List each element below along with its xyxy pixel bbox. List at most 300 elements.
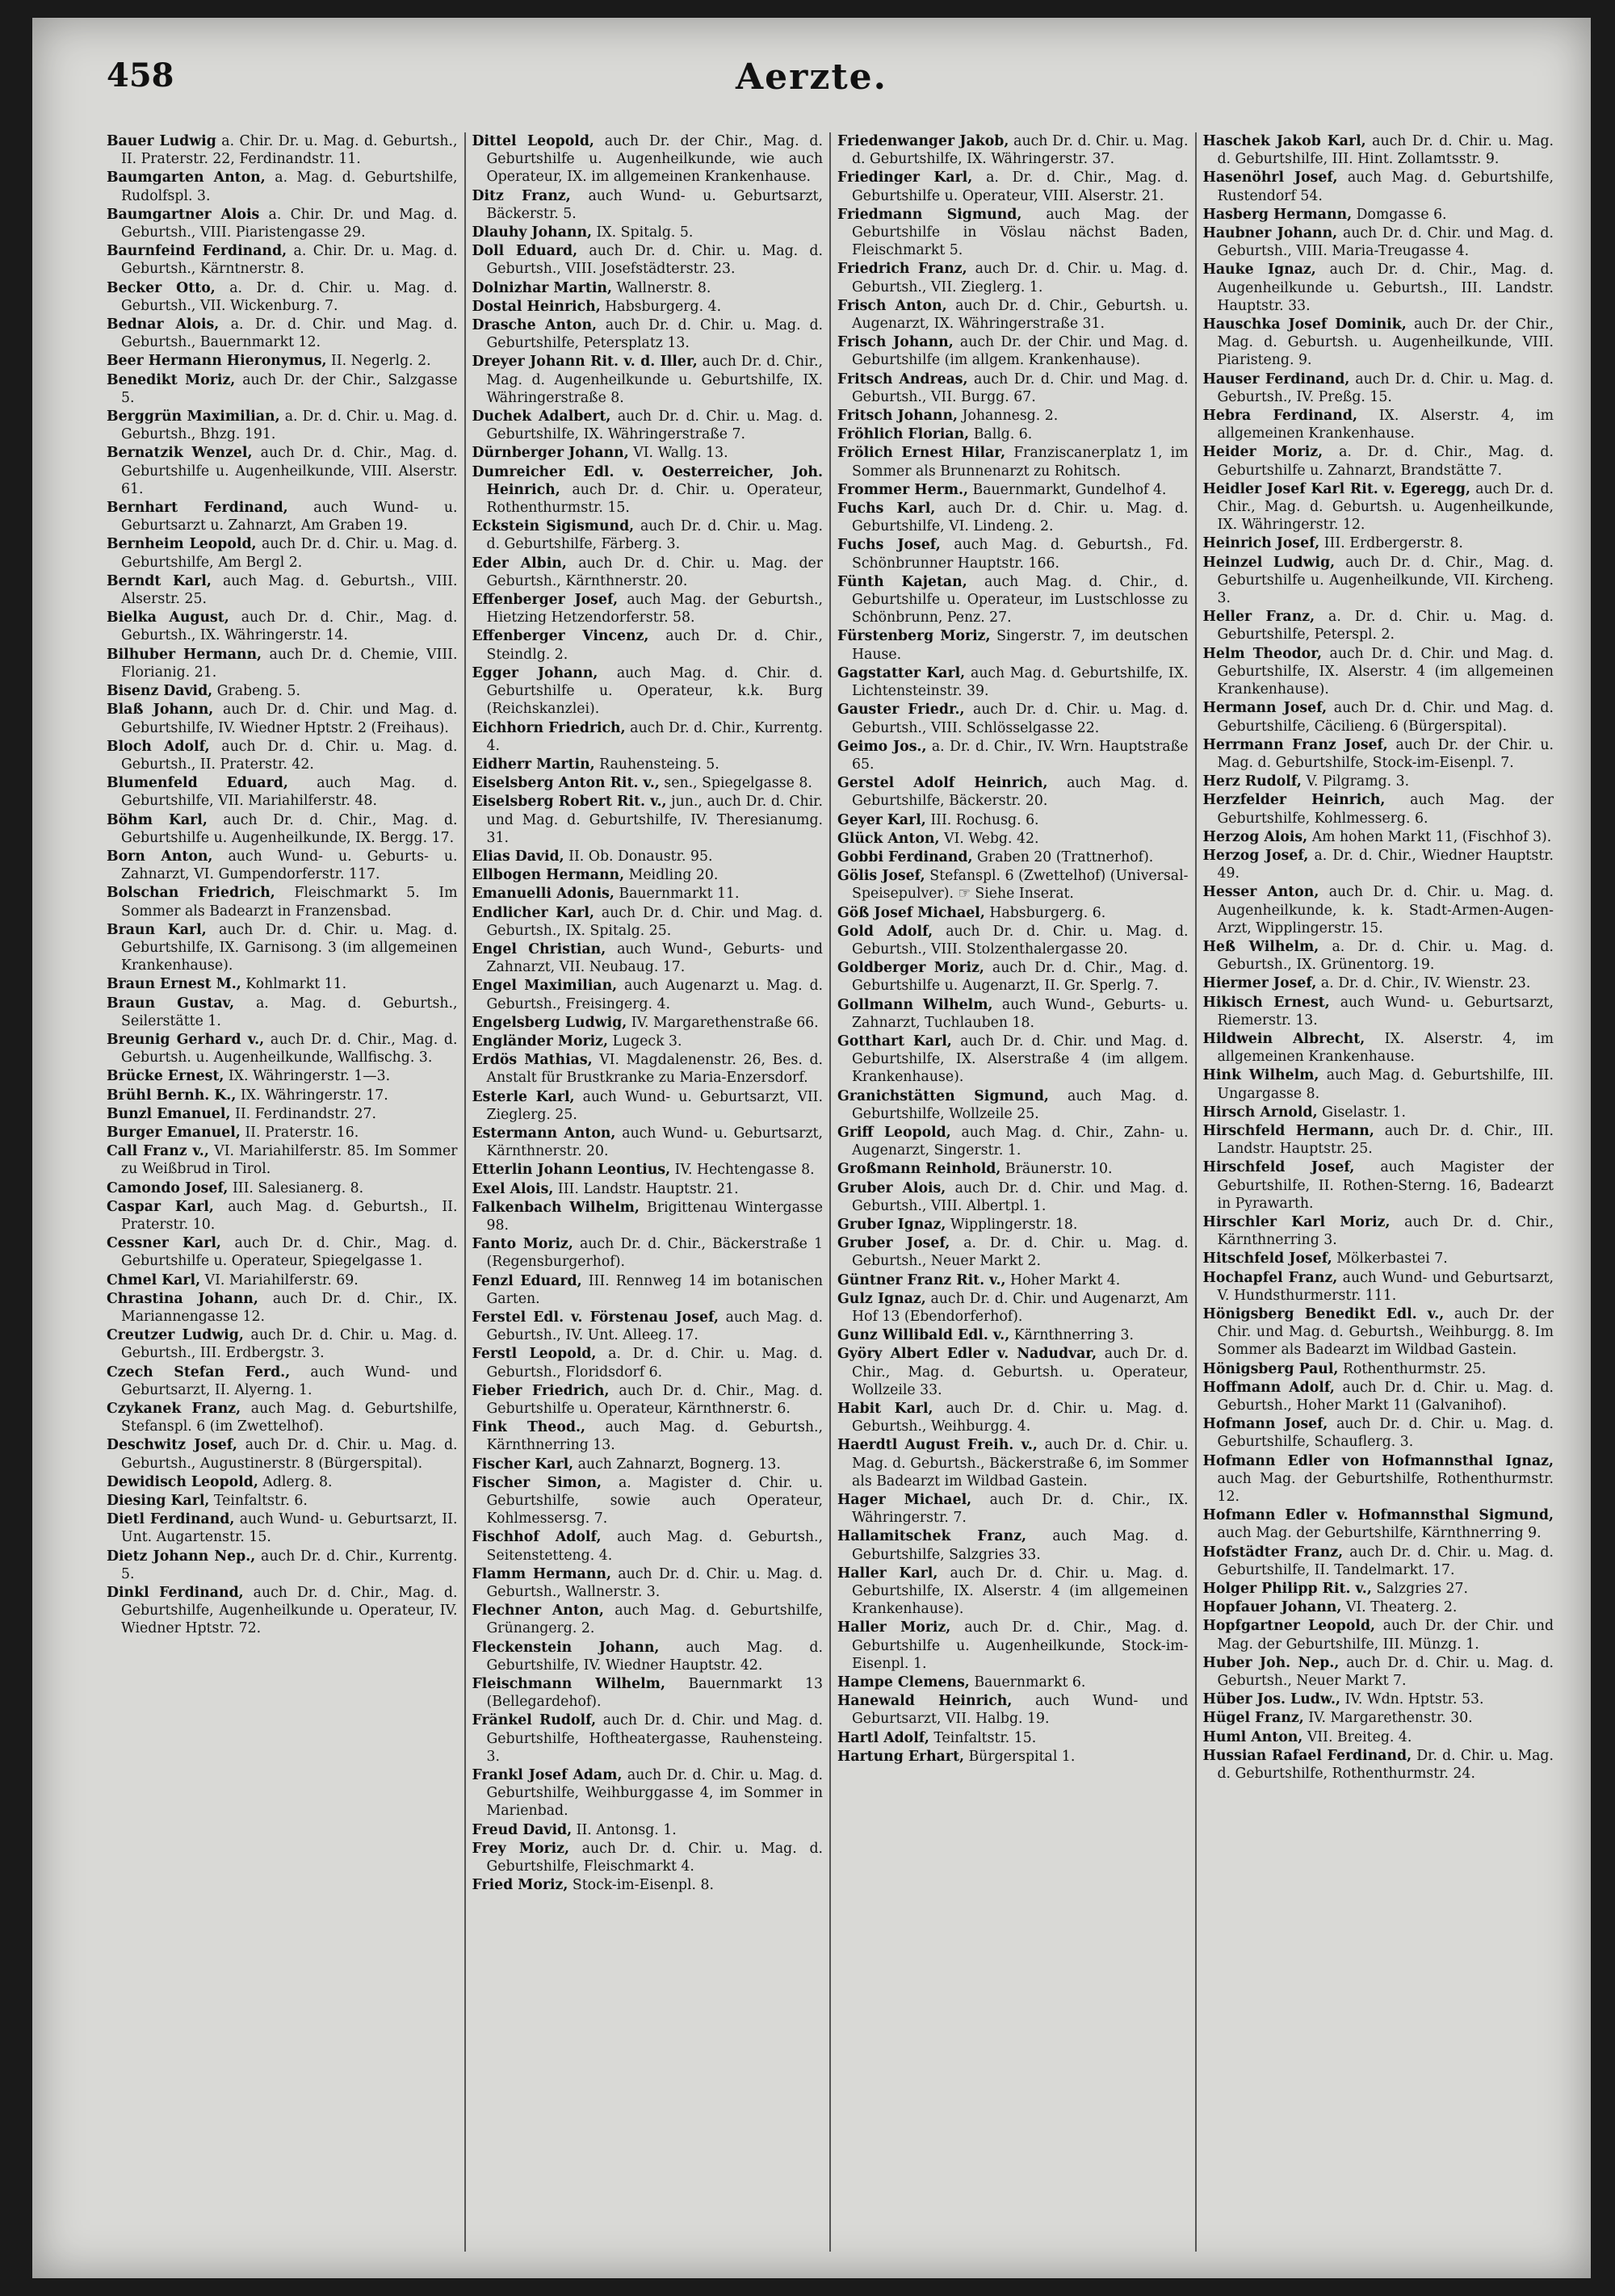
entry-details: auch Dr. der Chir., Salzgasse 5. xyxy=(121,371,458,406)
entry-details: Rothenthurmstr. 25. xyxy=(1342,1360,1487,1377)
entry-details: auch Dr. d. Chir., IX. Mariannengasse 12. xyxy=(121,1290,458,1325)
directory-entry xyxy=(472,719,824,755)
entry-name: Estermann Anton, xyxy=(472,1125,616,1142)
entry-name: Eder Albin, xyxy=(472,555,567,572)
entry-name: Czykanek Franz, xyxy=(107,1401,241,1418)
directory-entry xyxy=(472,1675,824,1711)
entry-details: a. Magister d. Chir. u. Geburtshilfe, sowie auch Operateur, Kohlmessersg. 7. xyxy=(486,1474,824,1527)
entry-details: auch Mag. d. Geburtshilfe, III. Ungargasse 8. xyxy=(1217,1067,1554,1102)
entry-name: Frölich Ernest Hilar, xyxy=(837,445,1006,462)
directory-entry xyxy=(107,1492,458,1510)
directory-entry xyxy=(1203,938,1554,974)
entry-name: Elias David, xyxy=(472,848,564,865)
entry-details: auch Dr. d. Chir. u. Mag. d. Geburtshilfe, Fleischmarkt 4. xyxy=(486,1840,824,1875)
entry-name: Hofmann Josef, xyxy=(1202,1416,1328,1433)
directory-entry xyxy=(472,1051,824,1087)
entry-name: Beer Hermann Hieronymus, xyxy=(107,353,327,370)
directory-entry xyxy=(1203,773,1554,790)
entry-name: Fuchs Karl, xyxy=(837,501,936,517)
directory-entry xyxy=(107,1105,458,1123)
entry-details: auch Dr. d. Chir. u. Mag. d. Geburtshilfe, Petersplatz 13. xyxy=(486,317,823,352)
entry-name: Frisch Anton, xyxy=(837,297,947,314)
directory-entry xyxy=(107,408,458,443)
directory-entry xyxy=(1203,316,1554,370)
directory-entry xyxy=(837,774,1189,810)
entry-name: Hoffmann Adolf, xyxy=(1202,1379,1335,1396)
entry-details: Kärnthnerring 3. xyxy=(1013,1327,1134,1344)
entry-details: auch Dr. d. Chir., Mag. d. Geburtshilfe u. Operateur, Spiegelgasse 1. xyxy=(121,1235,458,1270)
directory-entry xyxy=(1203,371,1554,406)
entry-details: auch Mag. der Geburtshilfe in Vöslau nächst Baden, Fleischmarkt 5. xyxy=(852,206,1189,259)
entry-name: Fanto Moriz, xyxy=(472,1236,573,1253)
directory-entry xyxy=(107,1400,458,1435)
directory-entry xyxy=(107,1067,458,1085)
directory-entry xyxy=(1203,974,1554,992)
directory-entry xyxy=(472,1382,824,1418)
entry-name: Bernheim Leopold, xyxy=(107,536,257,553)
directory-entry xyxy=(107,169,458,204)
entry-details: Bauernmarkt 6. xyxy=(974,1674,1086,1691)
entry-details: auch Dr. d. Chir. u. Mag. d. Augenheilkunde, k. k. Stadt-Armen-Augen-Arzt, Wipplingerstr. 15. xyxy=(1217,884,1554,936)
directory-entry xyxy=(107,1473,458,1491)
entry-name: Born Anton, xyxy=(107,848,213,865)
entry-name: Hirsch Arnold, xyxy=(1202,1104,1318,1121)
entry-details: auch Wund- u. Geburtsarzt, II. Unt. Augartenstr. 15. xyxy=(121,1511,458,1546)
directory-entry xyxy=(837,811,1189,829)
entry-details: III. Landstr. Hauptstr. 21. xyxy=(557,1180,739,1197)
entry-name: Großmann Reinhold, xyxy=(837,1161,1001,1178)
directory-entry xyxy=(1203,1269,1554,1305)
entry-name: Dumreicher Edl. v. Oesterreicher, Joh. Heinrich, xyxy=(472,463,823,498)
entry-details: auch Mag. d. Geburtsh., Seitenstetteng. 4. xyxy=(486,1529,823,1564)
directory-entry xyxy=(837,1729,1189,1747)
entry-details: auch Mag. d. Geburtshilfe, Rustendorf 54. xyxy=(1217,170,1554,204)
entry-details: auch Mag. d. Geburtsh., II. Praterstr. 10. xyxy=(121,1198,458,1233)
entry-name: Eidherr Martin, xyxy=(472,756,595,773)
entry-details: a. Mag. d. Geburtshilfe, Rudolfspl. 3. xyxy=(121,170,458,204)
directory-entry xyxy=(837,573,1189,627)
entry-details: a. Dr. d. Chir. u. Mag. d. Geburtsh., IX. Grünentorg. 19. xyxy=(1217,938,1554,974)
directory-entry xyxy=(472,1125,824,1160)
directory-entry xyxy=(107,352,458,370)
directory-entry xyxy=(1203,736,1554,772)
entry-details: II. Ferdinandstr. 27. xyxy=(235,1105,377,1122)
directory-entry xyxy=(837,132,1189,168)
entry-details: auch Dr. d. Chir., Kurrentg. 4. xyxy=(486,719,824,754)
entry-name: Hüber Jos. Ludw., xyxy=(1202,1691,1341,1708)
entry-details: Mölkerbastei 7. xyxy=(1336,1251,1448,1267)
directory-entry xyxy=(837,333,1189,369)
entry-name: Flechner Anton, xyxy=(472,1603,604,1619)
directory-entry xyxy=(837,1400,1189,1435)
directory-entry xyxy=(472,1712,824,1766)
entry-details: auch Dr. d. Chir. u. Mag. d. Geburtshilfe, II. Tandelmarkt. 17. xyxy=(1217,1544,1554,1578)
entry-name: Bisenz David, xyxy=(107,683,213,700)
entry-name: Fieber Friedrich, xyxy=(472,1382,610,1399)
directory-entry xyxy=(837,371,1189,406)
entry-name: Call Franz v., xyxy=(107,1143,209,1160)
entry-name: Braun Ernest M., xyxy=(107,976,241,993)
entry-name: Baumgartner Alois xyxy=(107,206,260,223)
directory-entry xyxy=(472,316,824,352)
entry-details: VI. Mariahilferstr. 85. Im Sommer zu Weißbrud in Tirol. xyxy=(121,1143,458,1178)
entry-name: Gruber Josef, xyxy=(837,1235,950,1252)
entry-details: Stock-im-Eisenpl. 8. xyxy=(572,1877,714,1894)
entry-details: Lugeck 3. xyxy=(612,1033,682,1050)
entry-name: Fleckenstein Johann, xyxy=(472,1639,660,1656)
directory-entry xyxy=(472,555,824,590)
entry-details: Johannesg. 2. xyxy=(962,408,1059,425)
directory-entry xyxy=(472,1418,824,1454)
entry-details: auch Dr. d. Chir. u. Mag. d. Geburtshilfe, III. Hint. Zollamtsstr. 9. xyxy=(1217,133,1554,168)
entry-name: Blumenfeld Eduard, xyxy=(107,775,288,792)
entry-details: IV. Wdn. Hptstr. 53. xyxy=(1344,1691,1484,1708)
entry-details: auch Dr. d. Chir. und Mag. d. Geburtshilfe, IV. Wiedner Hptstr. 2 (Freihaus). xyxy=(121,702,458,736)
entry-name: Bloch Adolf, xyxy=(107,738,210,755)
entry-details: auch Dr. d. Chir. und Mag. d. Geburtshilfe, IX. Alserstraße 4 (im allgem. Krankenhause). xyxy=(852,1033,1189,1086)
entry-name: Brücke Ernest, xyxy=(107,1068,224,1085)
directory-entry xyxy=(472,591,824,626)
entry-details: VI. Webg. 42. xyxy=(943,830,1039,847)
directory-entry xyxy=(107,444,458,498)
entry-name: Hanewald Heinrich, xyxy=(837,1693,1013,1710)
directory-entry xyxy=(107,1548,458,1583)
directory-entry xyxy=(837,1179,1189,1215)
entry-details: auch Dr. d. Chir., Mag. d. Geburtshilfe u. Augenheilkunde, VIII. Alserstr. 61. xyxy=(121,445,458,497)
directory-entry xyxy=(472,517,824,553)
directory-entry xyxy=(1203,443,1554,479)
entry-name: Frankl Josef Adam, xyxy=(472,1767,623,1784)
entry-name: Hofmann Edler v. Hofmannsthal Sigmund, xyxy=(1202,1507,1554,1524)
entry-name: Friedmann Sigmund, xyxy=(837,206,1022,223)
directory-entry xyxy=(837,848,1189,866)
entry-name: Emanuelli Adonis, xyxy=(472,886,615,903)
directory-entry xyxy=(472,463,824,517)
entry-details: III. Rochusg. 6. xyxy=(930,811,1039,828)
entry-details: auch Wund- u. Geburtsarzt, VII. Zieglerg. 25. xyxy=(486,1088,824,1123)
entry-details: a. Chir. Dr. u. Mag. d. Geburtsh., II. Praterstr. 22, Ferdinandstr. 11. xyxy=(121,133,458,168)
directory-entry xyxy=(1203,1379,1554,1414)
entry-name: Griff Leopold, xyxy=(837,1124,951,1141)
entry-name: Gollmann Wilhelm, xyxy=(837,996,993,1013)
directory-entry xyxy=(1203,1709,1554,1727)
entry-name: Gagstatter Karl, xyxy=(837,664,966,681)
entry-details: Meidling 20. xyxy=(628,867,719,884)
entry-name: Huber Joh. Nep., xyxy=(1202,1654,1340,1671)
directory-entry xyxy=(1203,1066,1554,1102)
entry-name: Bilhuber Hermann, xyxy=(107,646,262,663)
entry-name: Fischer Karl, xyxy=(472,1456,574,1473)
entry-name: Fischer Simon, xyxy=(472,1474,602,1491)
entry-name: Chmel Karl, xyxy=(107,1272,201,1288)
entry-name: Fink Theod., xyxy=(472,1419,586,1436)
entry-details: Bauernmarkt 11. xyxy=(619,886,740,903)
directory-entry xyxy=(1203,883,1554,937)
entry-details: sen., Spiegelgasse 8. xyxy=(664,775,812,792)
directory-entry xyxy=(472,1033,824,1050)
entry-name: Fleischmann Wilhelm, xyxy=(472,1676,665,1693)
directory-entry xyxy=(472,1088,824,1124)
directory-entry xyxy=(1203,1452,1554,1506)
directory-entry xyxy=(1203,1544,1554,1579)
entry-details: auch Dr. d. Chir. u. Mag. d. Geburtsh., VIII. Stolzenthalergasse 20. xyxy=(852,923,1189,957)
directory-entry xyxy=(472,1309,824,1344)
directory-entry xyxy=(1203,828,1554,846)
entry-name: Becker Otto, xyxy=(107,279,216,296)
directory-entry xyxy=(107,975,458,993)
entry-details: auch Mag. d. Geburtshilfe, IV. Wiedner Hauptstr. 42. xyxy=(486,1639,823,1674)
entry-details: IX. Alserstr. 4, im allgemeinen Krankenhause. xyxy=(1217,1030,1554,1066)
entry-name: Engel Christian, xyxy=(472,941,606,957)
entry-details: auch Dr. d. Chemie, VIII. Florianig. 21. xyxy=(121,646,458,681)
entry-details: auch Wund-, Geburts- u. Zahnarzt, Tuchlauben 18. xyxy=(852,996,1189,1031)
directory-entry xyxy=(1203,480,1554,534)
entry-details: Wipplingerstr. 18. xyxy=(950,1216,1078,1233)
entry-name: Duchek Adalbert, xyxy=(472,409,611,425)
directory-entry xyxy=(472,866,824,884)
entry-name: Hesser Anton, xyxy=(1202,884,1319,901)
directory-entry xyxy=(107,811,458,847)
entry-details: VI. Wallg. 13. xyxy=(633,445,728,462)
entry-details: Fleischmarkt 5. Im Sommer als Badearzt in Franzensbad. xyxy=(121,885,458,920)
directory-entry xyxy=(1203,699,1554,735)
entry-details: II. Antonsg. 1. xyxy=(576,1821,677,1838)
entry-name: Herzog Alois, xyxy=(1202,828,1308,845)
page-title: Aerzte. xyxy=(736,57,887,98)
entry-details: a. Dr. d. Chir. und Mag. d. Geburtsh., Bauernmarkt 12. xyxy=(121,316,458,351)
entry-details: Adlerg. 8. xyxy=(262,1473,333,1490)
entry-details: a. Dr. d. Chir. u. Mag. d. Geburtsh., VII. Wickenburg. 7. xyxy=(121,279,458,314)
directory-entry xyxy=(107,1584,458,1638)
directory-entry xyxy=(837,1124,1189,1159)
entry-details: auch Dr. d. Chir. u. Mag. d. Geburtsh., Wallnerstr. 3. xyxy=(486,1565,823,1601)
entry-name: Herzog Josef, xyxy=(1202,847,1309,864)
entry-name: Dietl Ferdinand, xyxy=(107,1511,235,1528)
entry-name: Gulz Ignaz, xyxy=(837,1290,926,1307)
entry-name: Bernhart Ferdinand, xyxy=(107,500,288,517)
directory-entry xyxy=(837,996,1189,1032)
entry-name: Braun Karl, xyxy=(107,921,207,938)
entry-details: Habsburgerg. 4. xyxy=(605,298,722,315)
entry-name: Ellbogen Hermann, xyxy=(472,867,625,884)
directory-entry xyxy=(837,1748,1189,1766)
directory-entry xyxy=(107,884,458,920)
directory-entry xyxy=(1203,1360,1554,1378)
directory-entry xyxy=(837,425,1189,443)
directory-entry xyxy=(837,206,1189,260)
directory-entry xyxy=(837,1160,1189,1178)
directory-entry xyxy=(1203,1580,1554,1598)
entry-name: Fritsch Andreas, xyxy=(837,371,968,388)
entry-details: auch Mag. d. Geburtsh., VIII. Alserstr. 25. xyxy=(121,572,458,608)
directory-entry xyxy=(1203,132,1554,168)
entry-name: Hebra Ferdinand, xyxy=(1202,408,1357,425)
entry-name: Fürstenberg Moriz, xyxy=(837,628,991,645)
entry-name: Etterlin Johann Leontius, xyxy=(472,1162,671,1179)
entry-name: Dewidisch Leopold, xyxy=(107,1473,258,1490)
entry-details: auch Dr. d. Chir. u. Mag. d. Geburtsh., VIII. Schlösselgasse 22. xyxy=(852,702,1189,736)
entry-name: Fränkel Rudolf, xyxy=(472,1712,597,1729)
entry-details: auch Dr. d. Chir., Kurrentg. 5. xyxy=(121,1548,458,1582)
directory-entry xyxy=(472,885,824,903)
entry-details: auch Dr. d. Chir., Mag. d. Geburtsh. u. Augenheilkunde, Wallfischg. 3. xyxy=(121,1031,458,1066)
directory-entry xyxy=(472,298,824,316)
directory-entry xyxy=(1203,1506,1554,1542)
entry-name: Benedikt Moriz, xyxy=(107,371,236,388)
entry-details: auch Dr. d. Chir. und Mag. d. Geburtsh., VIII. Maria-Treugasse 4. xyxy=(1217,225,1554,260)
directory-entry xyxy=(472,1014,824,1032)
directory-entry xyxy=(472,279,824,297)
entry-name: Huml Anton, xyxy=(1202,1728,1303,1745)
entry-name: Frey Moriz, xyxy=(472,1840,570,1857)
directory-entry xyxy=(472,1199,824,1234)
entry-name: Holger Philipp Rit. v., xyxy=(1202,1581,1372,1598)
directory-entry xyxy=(107,1124,458,1142)
entry-details: auch Dr. d. Chir. u. Mag. d. Geburtshilfe, IX. Garnisong. 3 (im allgemeinen Krankenhause). xyxy=(121,921,458,974)
directory-entry xyxy=(472,774,824,792)
directory-entry xyxy=(107,535,458,571)
entry-details: auch Dr. d. Chir. u. Mag. der Geburtsh., Kärnthnerstr. 20. xyxy=(486,555,823,589)
directory-entry xyxy=(107,995,458,1030)
entry-details: auch Dr. d. Chir. u. Mag. d. Geburtsh., Bäckerstraße 6, im Sommer als Badearzt im Wildbad Gastein. xyxy=(852,1437,1189,1489)
directory-entry xyxy=(837,444,1189,480)
entry-details: Teinfaltstr. 15. xyxy=(933,1729,1037,1746)
directory-entry xyxy=(472,904,824,940)
directory-entry xyxy=(837,1234,1189,1270)
entry-name: Friedenwanger Jakob, xyxy=(837,133,1009,149)
directory-entry xyxy=(837,169,1189,204)
directory-entry xyxy=(107,1234,458,1270)
entry-details: auch Mag. der Geburtshilfe, Kohlmesserg. 6. xyxy=(1217,792,1554,827)
directory-entry xyxy=(472,1602,824,1637)
entry-name: Friedinger Karl, xyxy=(837,170,973,186)
entry-name: Baumgarten Anton, xyxy=(107,170,266,186)
entry-name: Hallamitschek Franz, xyxy=(837,1528,1027,1545)
entry-name: Heider Moriz, xyxy=(1202,444,1323,461)
directory-entry xyxy=(472,242,824,278)
entry-details: auch Dr. d. Chir., Mag. d. Geburtshilfe u. Augenheilkunde, IX. Bergg. 17. xyxy=(121,811,458,846)
entry-details: Kohlmarkt 11. xyxy=(245,976,347,993)
directory-entry xyxy=(107,1142,458,1178)
entry-details: a. Dr. d. Chir. u. Mag. d. Geburtsh., Floridsdorf 6. xyxy=(486,1346,823,1381)
entry-details: Bauernmarkt, Gundelhof 4. xyxy=(972,481,1167,498)
directory-entry xyxy=(107,848,458,883)
entry-details: auch Zahnarzt, Bognerg. 13. xyxy=(577,1456,781,1473)
entry-name: Heß Wilhelm, xyxy=(1202,938,1319,955)
directory-entry xyxy=(107,206,458,241)
directory-entry xyxy=(1203,1305,1554,1360)
entry-details: auch Dr. d. Chir., Kärnthnerring 3. xyxy=(1217,1213,1554,1249)
entry-details: auch Dr. d. Chir., IX. Währingerstr. 7. xyxy=(852,1492,1189,1527)
entry-details: auch Magister der Geburtshilfe, II. Rothen-Sterng. 16, Badearzt in Pyrawarth. xyxy=(1217,1159,1554,1212)
entry-name: Hitschfeld Josef, xyxy=(1202,1251,1332,1267)
entry-details: IX. Währingerstr. 17. xyxy=(240,1087,388,1104)
entry-details: auch Dr. d. Chir. u. Operateur, Rothenthurmstr. 15. xyxy=(486,481,823,517)
entry-name: Bielka August, xyxy=(107,610,229,626)
directory-entry xyxy=(1203,1728,1554,1746)
entry-details: Am hohen Markt 11, (Fischhof 3). xyxy=(1311,828,1552,845)
entry-details: Rauhensteing. 5. xyxy=(599,756,719,773)
entry-name: Dietz Johann Nep., xyxy=(107,1548,256,1565)
directory-entry xyxy=(1203,847,1554,882)
directory-entry xyxy=(837,260,1189,295)
entry-details: auch Mag. d. Geburtshilfe, Grünangerg. 2. xyxy=(486,1603,823,1637)
entry-details: auch Mag. d. Geburtshilfe, VII. Mariahilferstr. 48. xyxy=(121,775,458,810)
entry-name: Geyer Karl, xyxy=(837,811,926,828)
directory-entry xyxy=(1203,1747,1554,1783)
directory-entry xyxy=(1203,1104,1554,1121)
entry-details: auch Augenarzt u. Mag. d. Geburtsh., Freisingerg. 4. xyxy=(486,978,823,1012)
entry-name: Hönigsberg Benedikt Edl. v., xyxy=(1202,1306,1445,1322)
entry-name: Esterle Karl, xyxy=(472,1088,575,1105)
entry-name: Berndt Karl, xyxy=(107,572,212,589)
entry-name: Hauke Ignaz, xyxy=(1202,262,1316,279)
entry-details: auch Dr. der Chir. u. Mag. d. Geburtshilfe, Stock-im-Eisenpl. 7. xyxy=(1217,736,1554,771)
entry-name: Fenzl Eduard, xyxy=(472,1272,582,1289)
directory-entry xyxy=(107,371,458,407)
entry-details: auch Dr. d. Chir. u. Mag. d. Geburtsh., II. Praterstr. 42. xyxy=(121,738,458,773)
entry-name: Deschwitz Josef, xyxy=(107,1437,237,1454)
directory-entry xyxy=(107,132,458,168)
directory-entry xyxy=(472,941,824,976)
directory-entry xyxy=(107,1510,458,1546)
entry-name: Hampe Clemens, xyxy=(837,1674,970,1691)
entry-details: auch Dr. d. Chir. u. Mag. d. Geburtsh., IV. Preßg. 15. xyxy=(1217,371,1554,405)
entry-details: II. Ob. Donaustr. 95. xyxy=(568,848,713,865)
entry-details: auch Dr. der Chir. und Mag. d. Geburtshilfe (im allgem. Krankenhause). xyxy=(852,334,1189,369)
entry-name: Engel Maximilian, xyxy=(472,978,618,995)
entry-details: auch Wund- u. Geburtsarzt u. Zahnarzt, Am Graben 19. xyxy=(121,500,458,534)
directory-entry xyxy=(472,1161,824,1179)
entry-name: Hopfgartner Leopold, xyxy=(1202,1618,1376,1635)
entry-details: auch Dr. d. Chir., Mag. d. Geburtsh. u. Augenheilkunde, IX. Währingerstr. 12. xyxy=(1217,480,1554,534)
entry-details: auch Dr. d. Chir., Mag. d. Geburtshilfe, Augenheilkunde u. Operateur, IV. Wiedner Hptstr. 72. xyxy=(121,1585,458,1637)
directory-entry xyxy=(472,1821,824,1839)
entry-name: Fried Moriz, xyxy=(472,1877,568,1894)
entry-details: auch Dr. d. Chir. und Mag. d. Geburtshilfe, Cäcilieng. 6 (Bürgerspital). xyxy=(1217,700,1554,735)
entry-name: Ferstl Leopold, xyxy=(472,1346,597,1363)
entry-name: Bauer Ludwig xyxy=(107,133,216,149)
directory-entry xyxy=(107,1198,458,1234)
entry-name: Gruber Ignaz, xyxy=(837,1216,946,1233)
directory-entry xyxy=(837,867,1189,903)
entry-name: Falkenbach Wilhelm, xyxy=(472,1199,640,1216)
page-number: 458 xyxy=(107,57,174,94)
entry-name: Ditz Franz, xyxy=(472,187,571,204)
entry-details: auch Dr. d. Chir. u. Mag. d. Geburtshilfe, Färberg. 3. xyxy=(486,518,823,553)
directory-entry xyxy=(1203,1598,1554,1616)
entry-details: Singerstr. 7, im deutschen Hause. xyxy=(852,628,1189,663)
entry-name: Herz Rudolf, xyxy=(1202,773,1302,790)
entry-name: Hermann Josef, xyxy=(1202,700,1328,717)
entry-details: auch Mag. d. Chir. d. Geburtshilfe u. Operateur, k.k. Burg (Reichskanzlei). xyxy=(486,664,823,718)
entry-details: auch Dr. d. Chir., Mag. d. Geburtshilfe u. Augenheilkunde, VII. Kircheng. 3. xyxy=(1217,554,1554,607)
directory-entry xyxy=(472,1345,824,1381)
entry-name: Hopfauer Johann, xyxy=(1202,1599,1342,1616)
directory-entry xyxy=(837,1326,1189,1344)
entry-name: Dolnizhar Martin, xyxy=(472,279,612,296)
entry-name: Haerdtl August Freih. v., xyxy=(837,1437,1038,1454)
entry-details: auch Mag. der Geburtshilfe, Rothenthurmstr. 12. xyxy=(1217,1470,1554,1506)
entry-name: Haller Moriz, xyxy=(837,1619,951,1636)
entry-details: auch Dr. d. Chir. u. Mag. d. Geburtshilfe, Am Bergl 2. xyxy=(121,536,458,571)
directory-entry xyxy=(472,1876,824,1894)
directory-entry xyxy=(1203,169,1554,204)
directory-entry xyxy=(107,1179,458,1197)
directory-entry xyxy=(472,1180,824,1198)
entry-name: Hasenöhrl Josef, xyxy=(1202,170,1338,186)
entry-details: auch Dr. d. Chir. u. Mag. d. Geburtsh., VII. Zieglerg. 1. xyxy=(852,261,1189,295)
